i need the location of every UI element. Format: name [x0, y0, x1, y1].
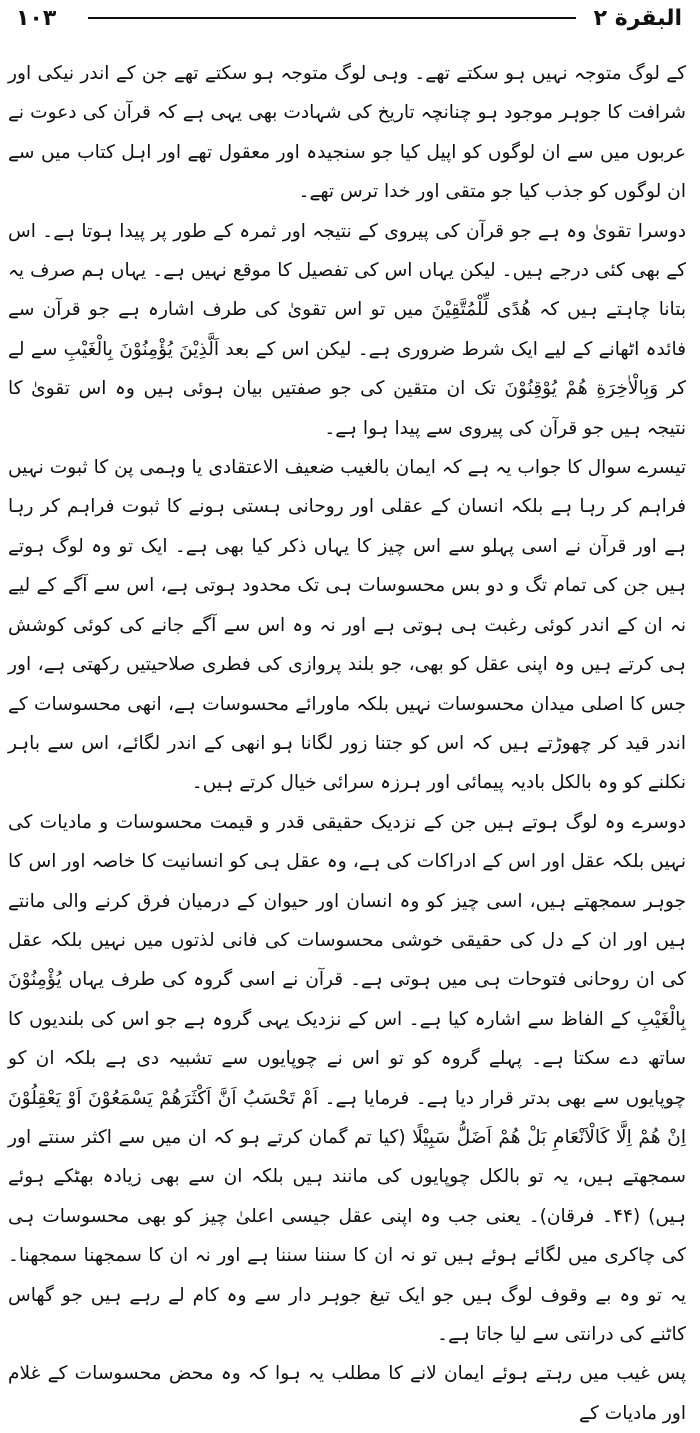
paragraph: دوسرے وہ لوگ ہوتے ہیں جن کے نزدیک حقیقی قدر و قیمت محسوسات و مادیات کی نہیں بلکہ عقل اور اس کے ادراکات کی ہے، وہ عقل ہی کو انسانیت کا خاصہ اور اس کا جوہر سمجھتے ہیں، اسی چیز کو وہ انسان اور حیوان کے درمیان فرق کرنے والی مانتے ہیں اور ان کے دل کی حقیقی خوشی محسوسات کی فانی لذتوں میں نہیں بلکہ عقل کی ان روحانی فتوحات ہی میں ہوتی ہے۔ قرآن نے اسی گروہ کی طرف یہاں یُؤْمِنُوْنَ بِالْغَیْبِ کے الفاظ سے اشارہ کیا ہے۔ اس کے نزدیک یہی گروہ ہے جو اس کی بلندیوں کا ساتھ دے سکتا ہے۔ پہلے گروہ کو تو اس نے چوپایوں سے تشبیہ دی ہے بلکہ ان کو چوپایوں سے بھی بدتر قرار دیا ہے۔ فرمایا ہے۔ اَمْ تَحْسَبُ اَنَّ اَکْثَرَهُمْ یَسْمَعُوْنَ اَوْ یَعْقِلُوْنَ اِنْ هُمْ اِلَّا کَالْاَنْعَامِ بَلْ هُمْ اَضَلُّ سَبِیْلًا (کیا تم گمان کرتے ہو کہ ان میں سے اکثر سنتے اور سمجھتے ہیں، یہ تو بالکل چوپایوں کی مانند ہیں بلکہ ان سے بھی زیادہ بھٹکے ہوئے ہیں) (۴۴۔ فرقان)۔ یعنی جب وہ اپنی عقل جیسی اعلیٰ چیز کو بھی محسوسات ہی کی چاکری میں لگائے ہوئے ہیں تو نہ ان کا سننا سننا ہے اور نہ ان کا سمجھنا سمجھنا۔ یہ تو وہ بے وقوف لوگ ہیں جو ایک تیغ جوہر دار سے وہ کام لے رہے ہیں جو گھاس کاٹنے کی درانتی سے لیا جاتا ہے۔	[8, 811, 686, 1345]
page-header	[8, 0, 686, 36]
sura-title: البقرة ۲	[594, 6, 686, 31]
header-rule	[88, 17, 576, 19]
paragraph: دوسرا تقویٰ وہ ہے جو قرآن کی پیروی کے نتیجہ اور ثمرہ کے طور پر پیدا ہوتا ہے۔ اس کے بھی کئی درجے ہیں۔ لیکن یہاں اس کی تفصیل کا موقع نہیں ہے۔ یہاں ہم صرف یہ بتانا چاہتے ہیں کہ ھُدًی لِّلْمُتَّقِیْنَ میں تو اس تقویٰ کی طرف اشارہ ہے جو قرآن سے فائدہ اٹھانے کے لیے ایک شرط ضروری ہے۔ لیکن اس کے بعد اَلَّذِیْنَ یُؤْمِنُوْنَ بِالْغَیْبِ سے لے کر وَبِالْاٰخِرَةِ هُمْ یُوْقِنُوْنَ تک ان متقین کی جو صفتیں بیان ہوئی ہیں وہ اس تقویٰ کا نتیجہ ہیں جو قرآن کی پیروی سے پیدا ہوا ہے۔	[8, 220, 686, 439]
paragraph: پس غیب میں رہتے ہوئے ایمان لانے کا مطلب یہ ہوا کہ وہ محض محسوسات کے غلام اور مادیات کے	[8, 1363, 686, 1424]
page-number: ۱۰۳	[8, 6, 56, 31]
page-body	[8, 54, 686, 1433]
paragraph: کے لوگ متوجہ نہیں ہو سکتے تھے۔ وہی لوگ متوجہ ہو سکتے تھے جن کے اندر نیکی اور شرافت کا جوہر موجود ہو چنانچہ تاریخ کی شہادت بھی یہی ہے کہ قرآن کی دعوت نے عربوں میں سے ان لوگوں کو اپیل کیا جو سنجیدہ اور معقول تھے اور اہل کتاب میں سے ان لوگوں کو جذب کیا جو متقی اور خدا ترس تھے۔	[8, 63, 686, 203]
paragraph: تیسرے سوال کا جواب یہ ہے کہ ایمان بالغیب ضعیف الاعتقادی یا وہمی پن کا ثبوت نہیں فراہم کر رہا ہے بلکہ انسان کے عقلی اور روحانی ہستی ہونے کا ثبوت فراہم کر رہا ہے اور قرآن نے اسی پہلو سے اس چیز کا یہاں ذکر کیا بھی ہے۔ ایک تو وہ لوگ ہوتے ہیں جن کی تمام تگ و دو بس محسوسات ہی تک محدود ہوتی ہے، اس سے آگے کے لیے نہ ان کے اندر کوئی رغبت ہی ہوتی ہے اور نہ وہ اس سے آگے جانے کی کوئی کوشش ہی کرتے ہیں وہ اپنی عقل کو بھی، جو بلند پروازی کی فطری صلاحیتیں رکھتی ہے، اور جس کا اصلی میدان محسوسات نہیں بلکہ ماورائے محسوسات ہے، انھی محسوسات کے اندر قید کر چھوڑتے ہیں کہ اس کو جتنا زور لگانا ہو انھی کے اندر لگائے، اس سے باہر نکلنے کو وہ بالکل بادیہ پیمائی اور ہرزہ سرائی خیال کرتے ہیں۔	[8, 457, 686, 794]
